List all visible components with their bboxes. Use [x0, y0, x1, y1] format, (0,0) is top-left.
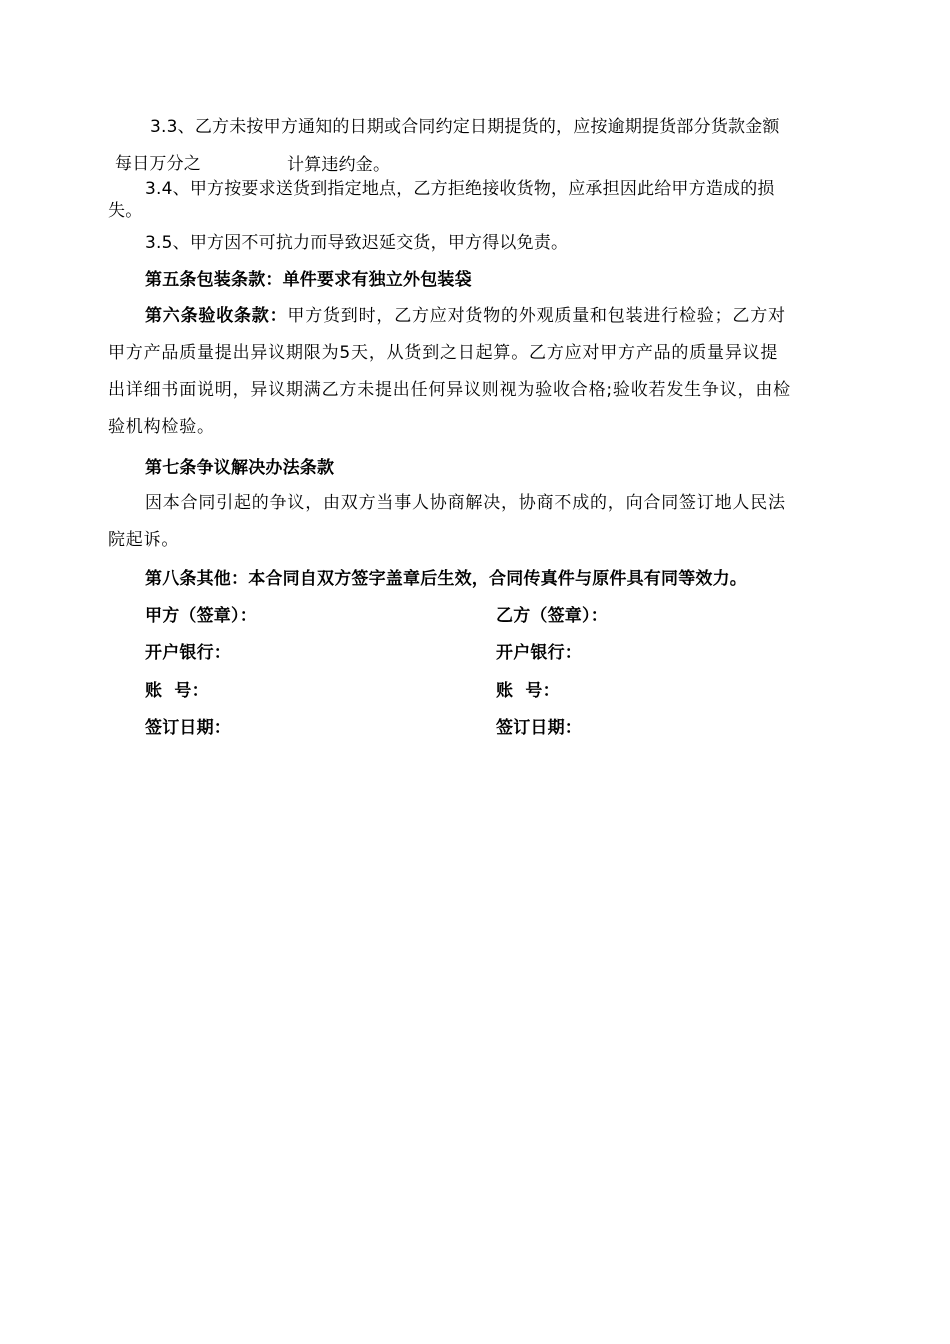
clause-3-5-line-1: 3.5、甲方因不可抗力而导致迟延交货，甲方得以免责。 — [145, 233, 569, 253]
article-6-inspection — [108, 298, 791, 446]
article-7-line-1: 因本合同引起的争议，由双方当事人协商解决，协商不成的，向合同签订地人民法 — [145, 493, 786, 513]
article-6-line-1-rest: 甲方货到时，乙方应对货物的外观质量和包装进行检验；乙方对 — [287, 306, 786, 326]
party-b-date-label: 签订日期： — [496, 718, 582, 738]
clause-3-4-line-2: 失。 — [108, 201, 143, 221]
article-6-line-4: 验机构检验。 — [108, 417, 215, 437]
party-b-bank-label: 开户银行： — [496, 643, 582, 663]
clause-3-3-line-2b: 计算违约金。 — [287, 155, 391, 175]
article-7-heading: 第七条争议解决办法条款 — [145, 458, 335, 478]
article-7-dispute — [108, 485, 786, 559]
article-5-packaging: 第五条包装条款：单件要求有独立外包装袋 — [145, 270, 472, 290]
clause-3-4-line-1: 3.4、甲方按要求送货到指定地点，乙方拒绝接收货物，应承担因此给甲方造成的损 — [145, 179, 775, 199]
article-7-line-2: 院起诉。 — [108, 530, 180, 550]
article-6-line-2: 甲方产品质量提出异议期限为5天，从货到之日起算。乙方应对甲方产品的质量异议提 — [108, 343, 779, 363]
party-a-bank-label: 开户银行： — [145, 643, 231, 663]
clause-3-3-line-1: 3.3、乙方未按甲方通知的日期或合同约定日期提货的，应按逾期提货部分货款金额 — [150, 117, 780, 137]
article-8-other: 第八条其他：本合同自双方签字盖章后生效，合同传真件与原件具有同等效力。 — [145, 569, 747, 589]
article-6-line-1 — [108, 298, 791, 335]
party-a-account-label: 账 号： — [145, 681, 209, 701]
party-a-date-label: 签订日期： — [145, 718, 231, 738]
party-b-seal-label: 乙方（签章）： — [496, 606, 608, 626]
clause-3-3-line-2a: 每日万分之 — [115, 154, 201, 174]
party-a-seal-label: 甲方（签章）： — [145, 606, 257, 626]
article-6-heading: 第六条验收条款： — [145, 306, 288, 326]
party-b-account-label: 账 号： — [496, 681, 560, 701]
article-6-line-3: 出详细书面说明，异议期满乙方未提出任何异议则视为验收合格;验收若发生争议，由检 — [108, 380, 791, 400]
